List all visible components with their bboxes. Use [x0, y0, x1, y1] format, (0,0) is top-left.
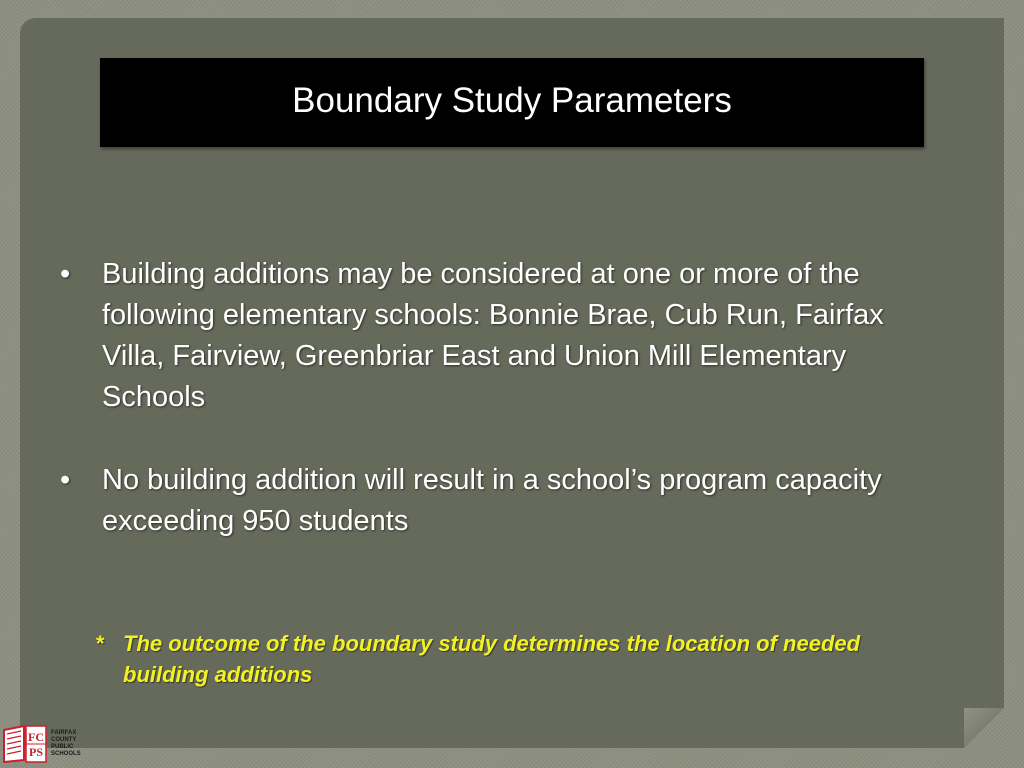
title-bar [100, 58, 924, 147]
bullet-text: No building addition will result in a school’s program capacity exceeding 950 students [102, 464, 882, 537]
logo-line: PUBLIC [51, 744, 74, 750]
bullet-marker: • [60, 258, 71, 290]
bullet-text: Building additions may be considered at one or more of the following elementary schools: Bonnie Brae, Cub Run, Fairfax Villa, Fairview, Greenbriar East and Union Mill Elementary Schools [102, 258, 884, 413]
page-fold-corner [964, 708, 1004, 748]
logo-text [51, 730, 81, 758]
book-icon [2, 724, 48, 764]
fcps-logo-mark [2, 724, 48, 764]
logo-line: FAIRFAX [51, 730, 77, 736]
logo-line: COUNTY [51, 737, 77, 743]
bullet-list [58, 254, 948, 584]
fcps-logo [2, 722, 88, 766]
footnote-text: The outcome of the boundary study determines the location of needed building additions [123, 631, 861, 687]
bullet-marker: • [60, 464, 71, 496]
footnote [96, 628, 916, 690]
logo-mark-bottom: PS [28, 745, 44, 759]
footnote-marker: * [96, 631, 105, 656]
logo-line: SCHOOLS [51, 751, 81, 757]
logo-mark-top: FC [28, 730, 44, 744]
bullet-item [58, 254, 948, 418]
bullet-item [58, 460, 948, 542]
slide-title: Boundary Study Parameters [292, 80, 732, 120]
